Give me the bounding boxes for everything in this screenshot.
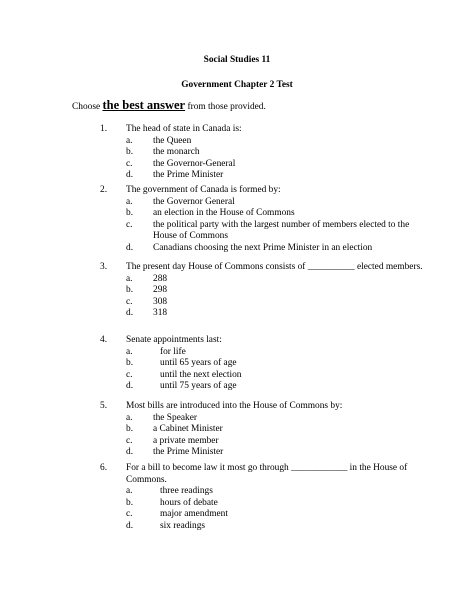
option-text: the Speaker xyxy=(153,412,197,423)
question-text: Most bills are introduced into the House of Commons by: xyxy=(126,401,343,411)
option-text: until the next election xyxy=(160,369,242,380)
option-c[interactable] xyxy=(126,159,430,171)
option-c[interactable] xyxy=(126,370,430,382)
question-6 xyxy=(100,463,430,532)
option-letter: d. xyxy=(126,447,134,457)
instructions-lead: Choose xyxy=(72,102,103,112)
option-text: hours of debate xyxy=(160,497,218,508)
option-letter: b. xyxy=(126,424,134,434)
question-number: 1. xyxy=(100,124,108,134)
option-letter: b. xyxy=(126,358,134,368)
option-b[interactable] xyxy=(126,285,430,297)
option-text: the political party with the largest number of members elected to the House of Commons xyxy=(153,219,410,241)
question-4 xyxy=(100,335,430,393)
question-number: 3. xyxy=(100,262,108,272)
option-text: until 75 years of age xyxy=(160,381,237,391)
option-letter: d. xyxy=(126,381,134,391)
option-letter: a. xyxy=(126,273,133,284)
test-title: Government Chapter 2 Test xyxy=(181,80,293,90)
option-text: a Cabinet Minister xyxy=(153,424,223,434)
option-text: the Governor General xyxy=(153,196,235,207)
option-text: the Prime Minister xyxy=(153,170,224,180)
option-letter: a. xyxy=(126,135,133,146)
option-letter: d. xyxy=(126,242,134,253)
option-a[interactable] xyxy=(126,197,430,209)
question-text: The government of Canada is formed by: xyxy=(126,185,281,195)
option-letter: d. xyxy=(126,520,134,531)
option-text: 318 xyxy=(153,308,168,318)
instructions-tail: from those provided. xyxy=(185,102,266,112)
option-d[interactable] xyxy=(126,521,430,533)
option-text: 298 xyxy=(153,285,168,295)
option-letter: b. xyxy=(126,147,134,157)
option-b[interactable] xyxy=(126,208,430,220)
option-b[interactable] xyxy=(126,147,430,159)
option-d[interactable] xyxy=(126,243,430,255)
option-c[interactable] xyxy=(126,297,430,309)
option-letter: c. xyxy=(126,219,133,230)
option-text: 288 xyxy=(153,273,168,284)
option-letter: d. xyxy=(126,308,134,318)
option-letter: b. xyxy=(126,208,134,218)
question-number: 2. xyxy=(100,185,108,195)
option-a[interactable] xyxy=(126,486,430,498)
option-text: the Queen xyxy=(153,135,192,146)
option-text: an election in the House of Commons xyxy=(153,208,295,218)
option-b[interactable] xyxy=(126,424,430,436)
option-letter: c. xyxy=(126,158,133,169)
question-number: 6. xyxy=(100,463,108,473)
option-a[interactable] xyxy=(126,136,430,148)
option-d[interactable] xyxy=(126,170,430,182)
option-text: until 65 years of age xyxy=(160,358,237,368)
option-letter: b. xyxy=(126,497,134,508)
option-text: the Governor-General xyxy=(153,158,236,169)
question-text: For a bill to become law it most go through ____________ in the House of Commons. xyxy=(126,463,408,485)
question-text: The head of state in Canada is: xyxy=(126,124,242,134)
question-number: 4. xyxy=(100,335,108,345)
option-c[interactable] xyxy=(126,509,430,521)
option-a[interactable] xyxy=(126,274,430,286)
question-5 xyxy=(100,401,430,459)
option-text: six readings xyxy=(160,520,206,531)
option-b[interactable] xyxy=(126,358,430,370)
option-c[interactable] xyxy=(126,220,430,243)
option-text: 308 xyxy=(153,296,168,307)
option-text: three readings xyxy=(160,486,213,496)
option-text: for life xyxy=(160,346,186,357)
instructions-emphasis: the best answer xyxy=(102,98,186,112)
option-letter: c. xyxy=(126,296,133,307)
option-text: the Prime Minister xyxy=(153,447,224,457)
option-letter: a. xyxy=(126,486,133,496)
option-text: the monarch xyxy=(153,147,200,157)
option-c[interactable] xyxy=(126,436,430,448)
question-number: 5. xyxy=(100,401,108,411)
option-b[interactable] xyxy=(126,498,430,510)
option-letter: d. xyxy=(126,170,134,180)
option-d[interactable] xyxy=(126,447,430,459)
question-text: The present day House of Commons consists of __________ elected members. xyxy=(126,262,423,272)
option-text: Canadians choosing the next Prime Minister in an election xyxy=(153,242,373,253)
instructions xyxy=(72,100,266,114)
question-1 xyxy=(100,124,430,182)
question-3 xyxy=(100,262,430,320)
option-letter: c. xyxy=(126,509,133,519)
option-d[interactable] xyxy=(126,381,430,393)
option-text: major amendment xyxy=(160,509,228,519)
option-letter: a. xyxy=(126,412,133,423)
option-a[interactable] xyxy=(126,413,430,425)
option-letter: c. xyxy=(126,369,133,380)
option-d[interactable] xyxy=(126,308,430,320)
course-title: Social Studies 11 xyxy=(203,55,271,65)
question-2 xyxy=(100,185,430,254)
option-text: a private member xyxy=(153,435,219,446)
option-letter: b. xyxy=(126,285,134,295)
question-text: Senate appointments last: xyxy=(126,335,222,345)
option-letter: a. xyxy=(126,346,133,357)
option-a[interactable] xyxy=(126,347,430,359)
option-letter: c. xyxy=(126,435,133,446)
option-letter: a. xyxy=(126,196,133,207)
